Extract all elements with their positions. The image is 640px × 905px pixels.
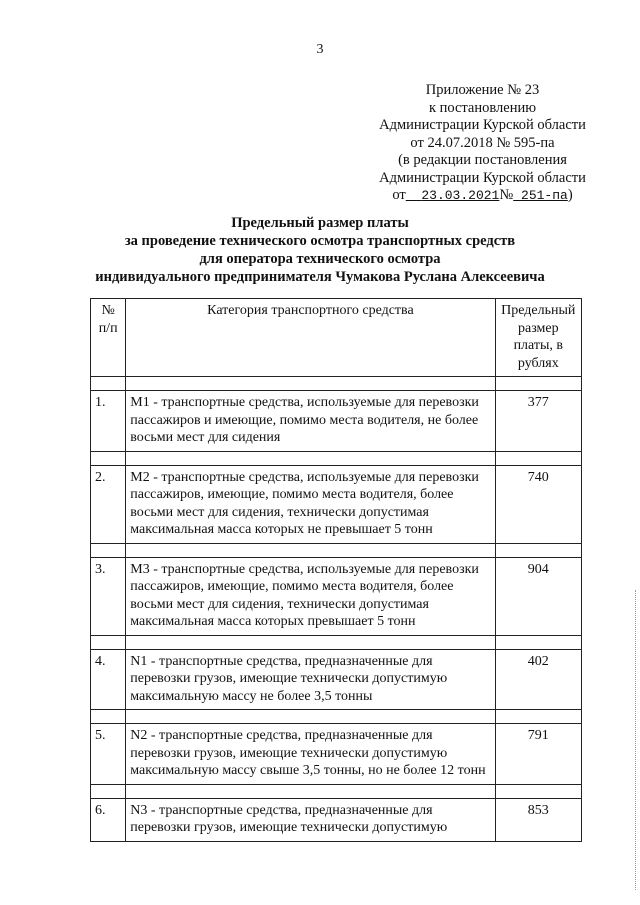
appendix-revision-line <box>360 187 605 205</box>
document-title <box>0 214 640 286</box>
appendix-header <box>360 82 605 205</box>
row-fee: 740 <box>495 465 581 543</box>
table-row <box>91 649 582 710</box>
row-fee: 402 <box>495 649 581 710</box>
table-row <box>91 465 582 543</box>
row-number: 6. <box>91 798 126 841</box>
row-category: N1 - транспортные средства, предназначенные для перевозки грузов, имеющие технически допустимую максимальную массу не более 3,5 тонны <box>126 649 495 710</box>
table-row <box>91 798 582 841</box>
title-line: индивидуального предпринимателя Чумакова Руслана Алексеевича <box>95 269 545 285</box>
appendix-title: Приложение № 23 <box>425 82 540 98</box>
table-header-row <box>91 299 582 377</box>
table-row <box>91 391 582 452</box>
row-number: 1. <box>91 391 126 452</box>
row-category: М1 - транспортные средства, используемые для перевозки пассажиров и имеющие, помимо места водителя, не более восьми мест для сидения <box>126 391 495 452</box>
appendix-line: Администрации Курской области <box>379 169 586 186</box>
row-number: 5. <box>91 724 126 785</box>
row-fee: 853 <box>495 798 581 841</box>
header-number: № п/п <box>91 299 126 377</box>
appendix-line: к постановлению <box>428 99 537 116</box>
row-number: 4. <box>91 649 126 710</box>
appendix-closing-paren: ) <box>567 187 573 203</box>
table-row <box>91 724 582 785</box>
appendix-date-prefix: от <box>392 187 406 203</box>
row-category: М3 - транспортные средства, используемые для перевозки пассажиров, имеющие, помимо места водителя, более восьми мест для сидения, технически допустимая максимальная масса которых превышает 5 тонн <box>126 557 495 635</box>
title-line: за проведение технического осмотра транспортных средств <box>124 233 516 249</box>
header-category: Категория транспортного средства <box>126 299 495 377</box>
row-number: 3. <box>91 557 126 635</box>
row-fee: 377 <box>495 391 581 452</box>
title-line: для оператора технического осмотра <box>199 251 441 267</box>
revision-number-sign: № <box>499 187 514 203</box>
page-number: 3 <box>316 42 324 57</box>
row-fee: 791 <box>495 724 581 785</box>
scan-edge-marks <box>633 590 636 890</box>
fee-table <box>90 298 582 842</box>
header-fee: Предельный размер платы, в рублях <box>495 299 581 377</box>
appendix-line: (в редакции постановления <box>398 152 567 168</box>
title-line: Предельный размер платы <box>231 215 409 231</box>
appendix-line: Администрации Курской области <box>379 117 586 133</box>
table-row <box>91 557 582 635</box>
revision-date: 23.03.2021 <box>421 188 500 203</box>
row-fee: 904 <box>495 557 581 635</box>
row-category: N2 - транспортные средства, предназначенные для перевозки грузов, имеющие технически допустимую максимальную массу свыше 3,5 тонны, но не более 12 тонн <box>126 724 495 785</box>
revision-number: 251-па <box>521 188 568 203</box>
appendix-line: от 24.07.2018 № 595-па <box>410 134 555 151</box>
row-category: N3 - транспортные средства, предназначенные для перевозки грузов, имеющие технически допустимую <box>126 798 495 841</box>
row-category: М2 - транспортные средства, используемые для перевозки пассажиров, имеющие, помимо места водителя, более восьми мест для сидения, технически допустимая максимальная масса которых не превышает 5 тонн <box>126 465 495 543</box>
row-number: 2. <box>91 465 126 543</box>
